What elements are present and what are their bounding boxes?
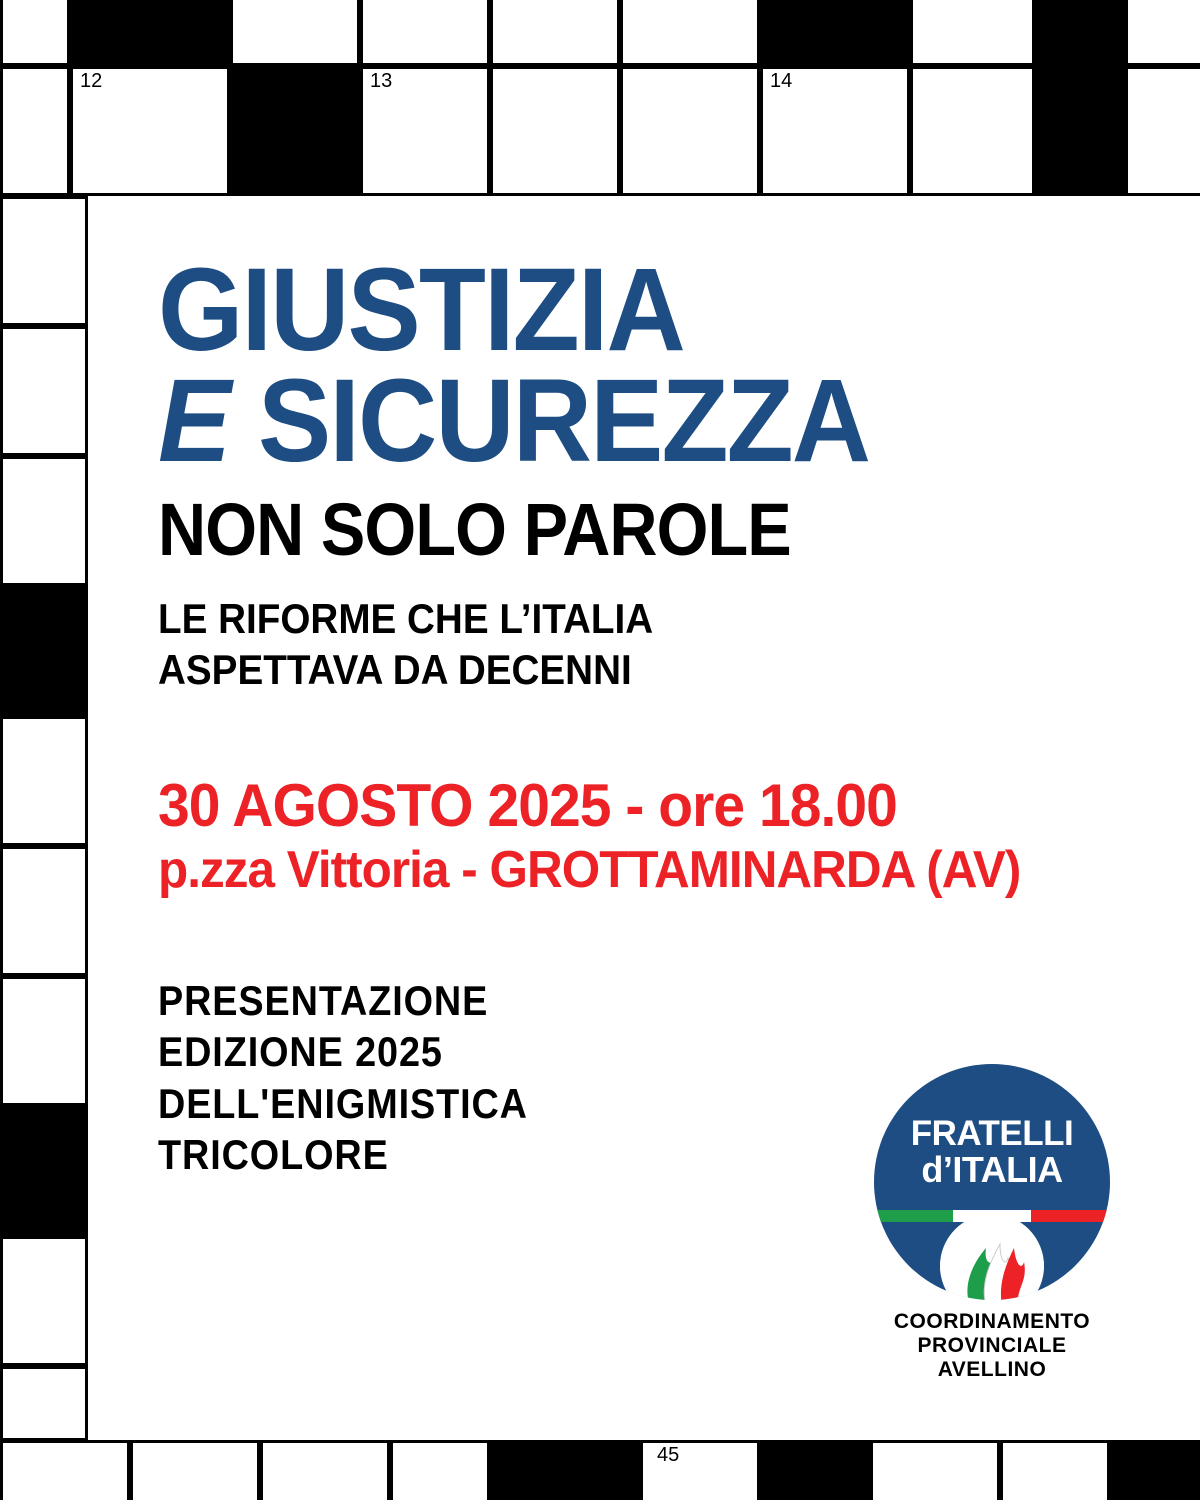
crossword-cell-black [0, 1106, 88, 1236]
page-subtitle: NON SOLO PAROLE [158, 488, 791, 572]
logo-name [874, 1116, 1110, 1188]
crossword-number-14: 14 [770, 70, 793, 92]
crossword-cell [0, 456, 88, 586]
logo-caption-line2: AVELLINO [937, 1358, 1047, 1382]
logo-caption [842, 1310, 1142, 1382]
crossword-cell-14 [760, 66, 910, 196]
crossword-cell-45 [640, 1440, 760, 1500]
crossword-cell [360, 0, 490, 66]
crossword-cell [0, 976, 88, 1106]
crossword-cell-black [760, 1440, 870, 1500]
page-title-sicurezza: SICUREZZA [257, 354, 870, 487]
crossword-cell [0, 1236, 88, 1366]
crossword-number-12: 12 [80, 70, 103, 92]
logo-badge [874, 1064, 1110, 1300]
crossword-cell [490, 66, 620, 196]
crossword-cell [130, 1440, 260, 1500]
crossword-cell-black [0, 586, 88, 716]
crossword-cell-black [230, 66, 360, 196]
event-details [158, 771, 1138, 899]
crossword-cell [910, 0, 1035, 66]
poster-content [158, 244, 1138, 1180]
crossword-cell [390, 1440, 490, 1500]
event-note-line1: PRESENTAZIONE [158, 977, 489, 1025]
crossword-number-13: 13 [370, 70, 393, 92]
crossword-cell-black [490, 1440, 640, 1500]
flame-icon [940, 1214, 1044, 1300]
tricolor-green [874, 1210, 953, 1222]
event-note-line3: DELL'ENIGMISTICA [158, 1079, 528, 1127]
crossword-cell [0, 846, 88, 976]
crossword-cell [230, 0, 360, 66]
page-title-e: E [158, 354, 230, 487]
crossword-cell [490, 0, 620, 66]
crossword-cell [0, 326, 88, 456]
crossword-cell [0, 196, 88, 326]
tagline [158, 593, 1060, 695]
crossword-cell [870, 1440, 1000, 1500]
crossword-cell [0, 1440, 130, 1500]
crossword-number-45: 45 [657, 1444, 680, 1466]
event-location: p.zza Vittoria - GROTTAMINARDA (AV) [158, 840, 1021, 899]
party-logo [842, 1064, 1142, 1382]
logo-caption-line1: COORDINAMENTO PROVINCIALE [893, 1310, 1091, 1358]
logo-name-line1: FRATELLI [910, 1114, 1074, 1153]
crossword-cell-black [70, 0, 230, 66]
content-panel [88, 196, 1200, 1440]
event-date-time: 30 AGOSTO 2025 - ore 18.00 [158, 771, 897, 839]
crossword-cell [1125, 66, 1200, 196]
crossword-cell-black [760, 0, 910, 66]
crossword-cell [1125, 0, 1200, 66]
crossword-cell [260, 1440, 390, 1500]
event-note-line2: EDIZIONE 2025 [158, 1028, 443, 1076]
crossword-cell [0, 0, 70, 66]
crossword-cell-12 [70, 66, 230, 196]
crossword-cell-black [1035, 66, 1125, 196]
crossword-cell [620, 66, 760, 196]
crossword-cell [1000, 1440, 1110, 1500]
logo-name-line2: d’ITALIA [921, 1148, 1063, 1190]
page-title-line1: GIUSTIZIA [158, 244, 684, 376]
crossword-cell [0, 716, 88, 846]
crossword-cell [620, 0, 760, 66]
crossword-cell-black [1035, 0, 1125, 66]
tricolor-red [1031, 1210, 1110, 1222]
tagline-line1: LE RIFORME CHE L’ITALIA [158, 595, 654, 643]
crossword-cell [0, 1366, 88, 1441]
tagline-line2: ASPETTAVA DA DECENNI [158, 646, 632, 694]
crossword-cell-13 [360, 66, 490, 196]
crossword-cell-black [1110, 1440, 1200, 1500]
event-note-line4: TRICOLORE [158, 1130, 389, 1178]
page-title-line2 [158, 354, 1069, 487]
crossword-cell [910, 66, 1035, 196]
crossword-cell [0, 66, 70, 196]
